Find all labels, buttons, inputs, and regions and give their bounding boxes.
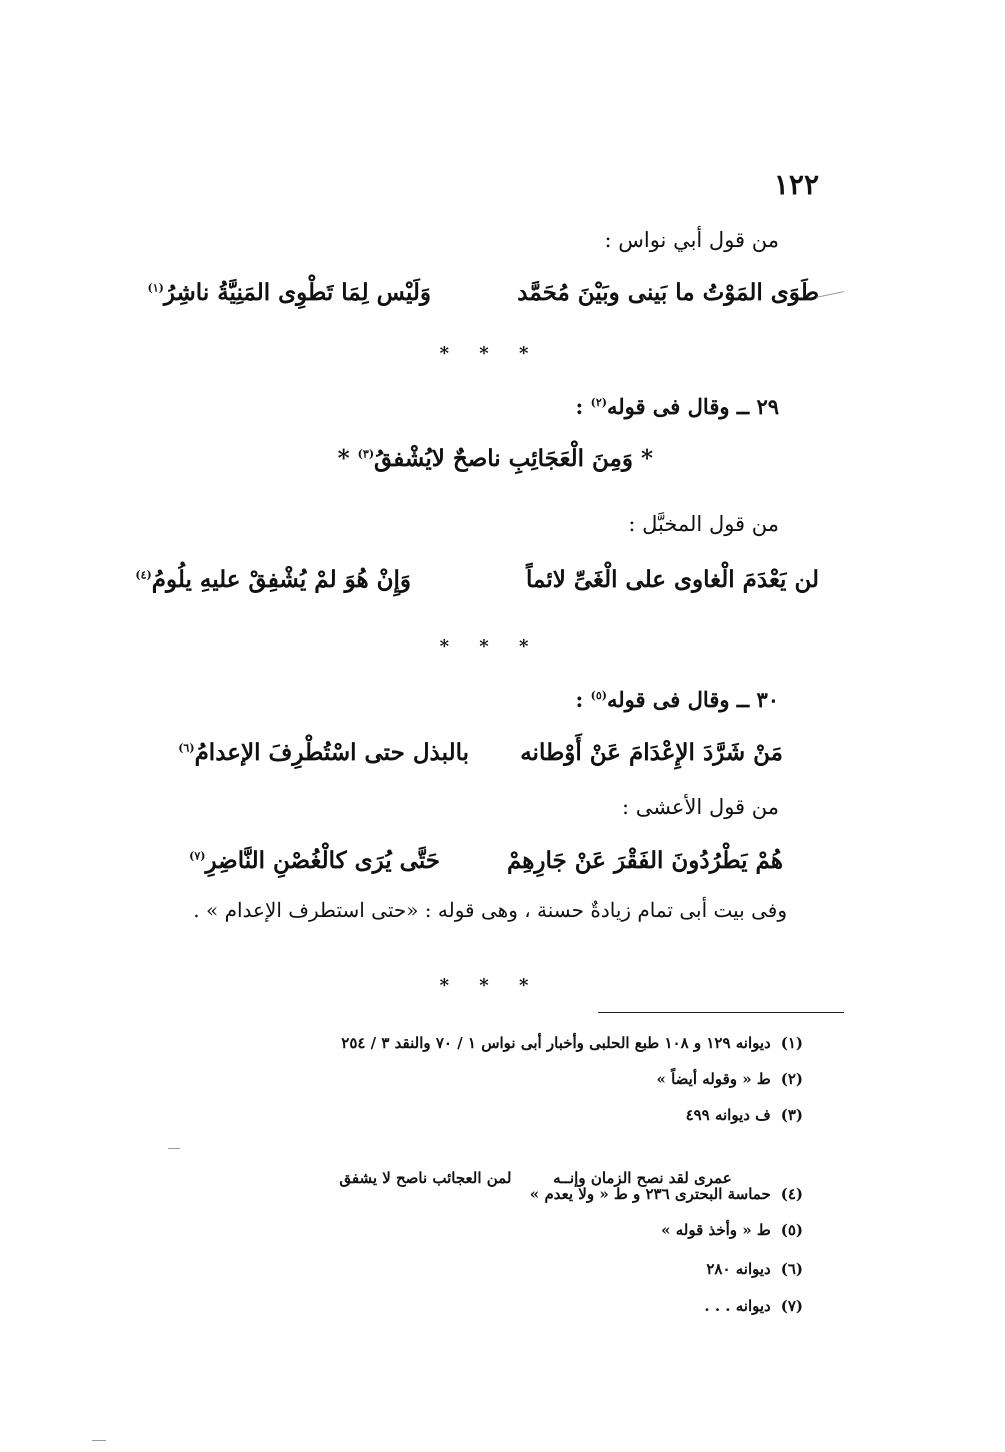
verse-3-second-hemistich [178,739,469,766]
footnote-number: (١) [780,1034,803,1052]
footnote-number: (٣) [780,1106,803,1124]
footnote-number: (٧) [780,1297,803,1315]
footnote-2 [657,1070,804,1088]
verse-3-second-text: بالبذل حتى اسْتُطْرِفَ الإعدامُ [194,739,469,766]
footnote-1 [341,1034,803,1052]
footnote-ref-5: (٥) [590,689,607,702]
intro-abu-nuwas: من قول أبي نواس : [604,228,779,252]
page-number: ١٢٢ [773,168,819,201]
scan-mark [92,1440,106,1441]
footnote-ref-6: (٦) [178,741,195,755]
verse-2-second-text: وَإِنْ هُوَ لمْ يُشْفِقْ عليهِ يلُومُ [151,566,411,593]
footnote-text: ديوانه . . . [704,1297,771,1315]
footnote-rule [598,1012,844,1013]
verse-2-second-hemistich [135,566,411,593]
footnote-text: ف ديوانه ٤٩٩ [685,1106,771,1124]
item-29-text: ٢٩ ــ وقال فى قوله [606,394,779,419]
verse-2-first-hemistich: لن يَعْدَمَ الْغاوى على الْغَىِّ لائماً [526,566,819,593]
prose-abu-tammam: وفى بيت أبى تمام زيادةٌ حسنة ، وهى قوله : «حتى استطرف الإعدام » . [193,898,787,922]
footnote-ref-3: (٣) [357,447,375,461]
footnote-4 [530,1185,803,1203]
half-verse-29-text: * وَمِنَ الْعَجَائِبِ ناصحٌ لايُشْفقُ [374,445,653,472]
verse-1-first-hemistich: طَوَى المَوْتُ ما بَينى وبَيْنَ مُحَمَّد [517,279,819,306]
verse-4-second-hemistich [189,847,440,874]
verse-3-first-hemistich: مَنْ شَرَّدَ الإِعْدَامَ عَنْ أَوْطانه [520,739,783,766]
item-30-colon: : [575,687,591,712]
footnote-text: ديوانه ٢٨٠ [706,1260,771,1278]
scan-mark [816,291,844,298]
half-verse-29-star: * [337,445,358,472]
section-separator-2: * * * [439,636,541,657]
footnote-text: ط « وقوله أيضاً » [656,1070,771,1088]
verse-1-second-hemistich [147,279,431,306]
item-29-heading [576,394,779,419]
footnote-ref-7: (٧) [189,849,206,863]
footnote-6 [706,1260,803,1278]
footnote-number: (٥) [780,1221,803,1239]
section-separator-3: * * * [439,975,541,996]
verse-4-second-text: حَتَّى يُرَى كالْغُصْنِ النَّاضِرِ [205,847,440,874]
footnote-verse-text: عمرى لقد نصح الزمان وإنــه لمن العجائب ناصح لا يشفق [339,1169,732,1187]
item-30-heading [576,687,779,712]
footnote-ref-4: (٤) [135,568,152,582]
half-verse-29 [338,445,653,472]
footnote-number: (٢) [780,1070,803,1088]
item-30-text: ٣٠ ــ وقال فى قوله [606,687,779,712]
section-separator-1: * * * [439,343,541,364]
intro-asha: من قول الأعشى : [621,795,779,819]
footnote-3 [686,1106,803,1124]
intro-mukhabbal: من قول المخبَّل : [628,512,779,536]
footnote-5 [661,1221,803,1239]
footnote-text: حماسة البحترى ٢٣٦ و ط « ولا يعدم » [529,1185,771,1203]
verse-1-second-text: وَلَيْس لِمَا تَطْوِى المَنِيَّةُ ناشِرُ [163,279,431,306]
footnote-7 [704,1297,803,1315]
item-29-colon: : [575,394,591,419]
footnote-ref-2: (٢) [590,396,607,409]
footnote-number: (٦) [780,1260,803,1278]
footnote-number: (٤) [780,1185,803,1203]
scan-mark [168,1148,180,1149]
footnote-ref-1: (١) [147,281,164,295]
footnote-text: ط « وأخذ قوله » [661,1221,771,1239]
verse-4-first-hemistich: هُمْ يَطْرُدُونَ الفَقْرَ عَنْ جَارِهِمْ [506,847,783,874]
footnote-text: ديوانه ١٢٩ و ١٠٨ طبع الحلبى وأخبار أبى نواس ١ / ٧٠ والنقد ٣ / ٢٥٤ [341,1034,771,1052]
